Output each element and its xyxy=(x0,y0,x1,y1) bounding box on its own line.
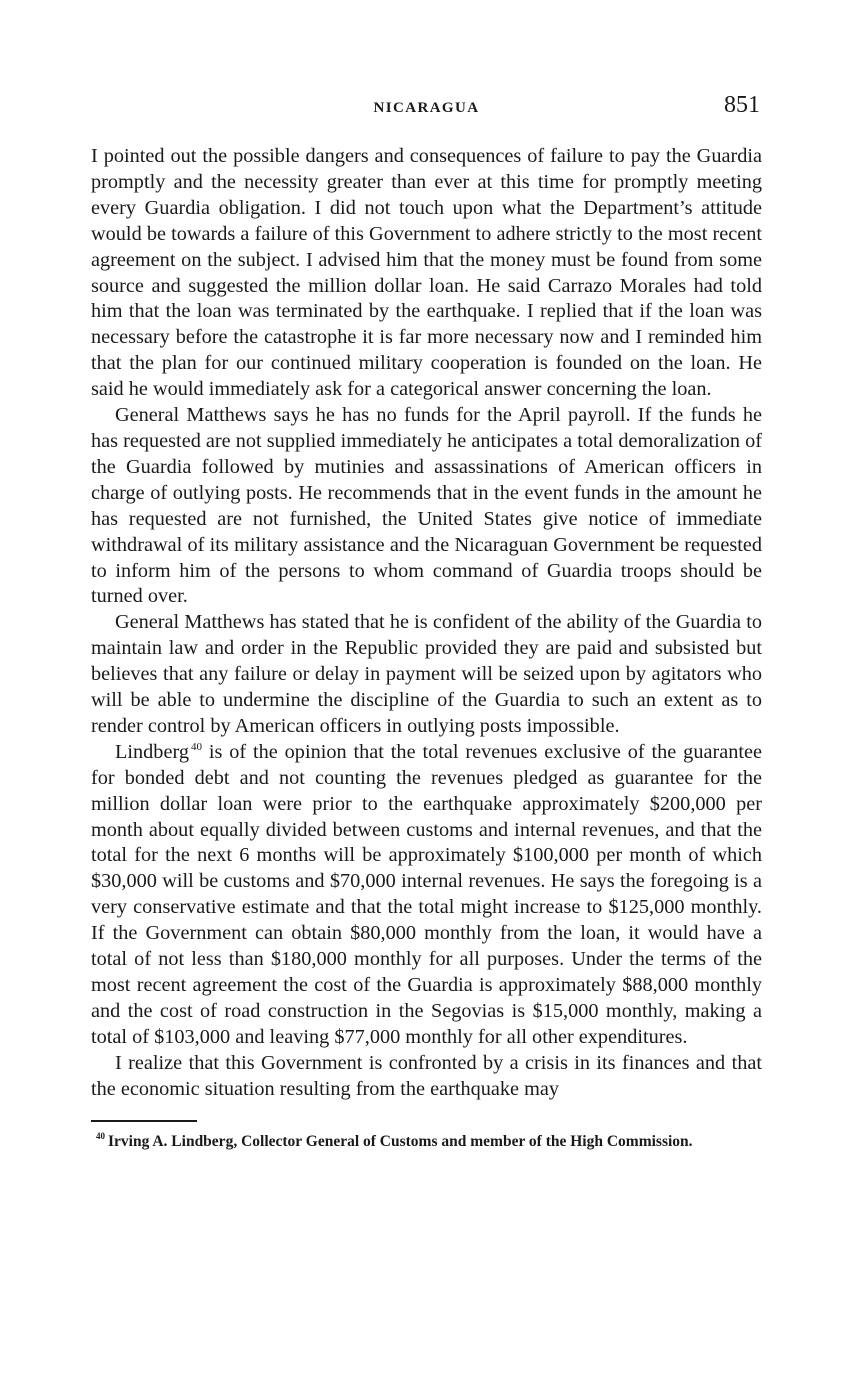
footnote-reference: 40 xyxy=(190,741,202,754)
footnote xyxy=(91,1133,762,1150)
paragraph-5: I realize that this Government is confronted by a crisis in its finances and that the economic situation resulting from the earthquake may xyxy=(91,1051,762,1100)
paragraph-4-text: is of the opinion that the total revenues exclusive of the guarantee for bonded debt and not counting the revenues pledged as guarantee for the million dollar loan were prior to the earthquake approximately $200,000 per month about equally divided between customs and internal revenues, and that the total for the next 6 months will be approximately $100,000 per month of which $30,000 will be customs and $70,000 internal revenues. He says the foregoing is a very conservative estimate and that the total might increase to $125,000 monthly. If the Government can obtain $80,000 monthly from the loan, it would have a total of not less than $180,000 monthly for all purposes. Under the terms of the most recent agreement the cost of the Guardia is approximately $88,000 monthly and the cost of road construction in the Segovias is $15,000 monthly, making a total of $103,000 and leaving $77,000 monthly for all other expenditures. xyxy=(91,740,762,1048)
footnote-number: 40 xyxy=(96,1131,105,1142)
paragraph-1: I pointed out the possible dangers and consequences of failure to pay the Guardia promptly and the necessity greater than ever at this time for promptly meeting every Guardia obligation. I did not touch upon what the Department’s attitude would be towards a failure of this Government to adhere strictly to the most recent agreement on the subject. I advised him that the money must be found from some source and suggested the million dollar loan. He said Carrazo Morales had told him that the loan was terminated by the earthquake. I replied that if the loan was necessary before the catastrophe it is far more necessary now and I reminded him that the plan for our continued military cooperation is founded on the loan. He said he would immediately ask for a categorical answer concerning the loan. xyxy=(91,145,762,401)
paragraph-2: General Matthews says he has no funds for the April payroll. If the funds he has requested are not supplied immediately he anticipates a total demoralization of the Guardia followed by mutinies and assassinations of American officers in charge of outlying posts. He recommends that in the event funds in the amount he has requested are not furnished, the United States give notice of immediate withdrawal of its military assistance and the Nicaraguan Government be requested to inform him of the persons to whom command of Guardia troops should be turned over. xyxy=(91,404,762,608)
page-number: 851 xyxy=(724,92,760,118)
footnote-rule xyxy=(91,1120,197,1122)
document-page xyxy=(91,92,762,1150)
running-header xyxy=(91,92,762,128)
paragraph-4-lead: Lindberg xyxy=(115,740,189,763)
paragraph-3: General Matthews has stated that he is confident of the ability of the Guardia to maintain law and order in the Republic provided they are paid and subsisted but believes that any failure or delay in payment will be seized upon by agitators who will be able to undermine the discipline of the Guardia to such an extent as to render control by American officers in outlying posts impossible. xyxy=(91,611,762,737)
paragraph-4 xyxy=(91,740,762,1051)
footnote-text: Irving A. Lindberg, Collector General of Customs and member of the High Commission. xyxy=(108,1132,693,1150)
running-title: NICARAGUA xyxy=(373,100,480,116)
body-text xyxy=(91,144,762,1103)
